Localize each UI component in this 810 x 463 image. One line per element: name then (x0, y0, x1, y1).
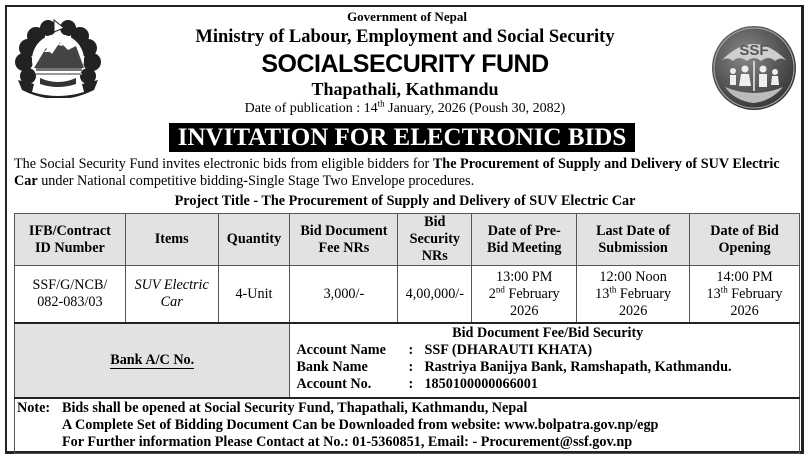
intro-text-1: The Social Security Fund invites electronic bids from eligible bidders for (14, 156, 433, 172)
notice-title: INVITATION FOR ELECTRONIC BIDS (169, 123, 635, 152)
svg-text:SSF: SSF (739, 42, 769, 59)
publication-date-sup: th (377, 98, 385, 109)
cell-doc-fee: 3,000/- (290, 266, 398, 324)
header-items: Items (125, 214, 218, 266)
organization-name: SOCIALSECURITY FUND (261, 50, 549, 78)
publication-date-suffix: January, 2026 (Poush 30, 2082) (384, 101, 566, 116)
cell-bid-security: 4,00,000/- (398, 266, 472, 324)
publication-date (0, 98, 810, 117)
cell-prebid-date: 13:00 PM 2nd February 2026 (472, 266, 577, 324)
bank-account-details (290, 323, 800, 398)
cell-quantity: 4-Unit (218, 266, 290, 324)
cell-ifb-id: SSF/G/NCB/ 082-083/03 (15, 266, 126, 324)
header-bid-security: Bid Security NRs (398, 214, 472, 266)
bank-details-title: Bid Document Fee/Bid Security (452, 325, 644, 341)
table-row (15, 266, 800, 324)
note-line-2: A Complete Set of Bidding Document Can be Downloaded from website: www.bolpatra.gov.np/egp (62, 417, 659, 433)
account-name-row: Account Name : SSF (DHARAUTI KHATA) (296, 342, 593, 358)
header-submission-date: Last Date of Submission (577, 214, 690, 266)
project-title: Project Title - The Procurement of Supply and Delivery of SUV Electric Car (174, 193, 636, 209)
note-line-1: Note: Bids shall be opened at Social Security Fund, Thapathali, Kathmandu, Nepal (17, 400, 528, 416)
header-ifb-id: IFB/Contract ID Number (15, 214, 126, 266)
header-prebid-date: Date of Pre- Bid Meeting (472, 214, 577, 266)
bank-name-row: Bank Name : Rastriya Banijya Bank, Ramshapath, Kathmandu. (296, 359, 732, 375)
header-opening-date: Date of Bid Opening (690, 214, 800, 266)
bank-row (15, 323, 800, 398)
note-line-3: For Further information Please Contact at No.: 01-5360851, Email: - Procurement@ssf.gov.np (62, 434, 633, 450)
cell-opening-date: 14:00 PM 13th February 2026 (690, 266, 800, 324)
government-line: Government of Nepal (347, 9, 467, 24)
header-quantity: Quantity (218, 214, 290, 266)
bank-account-label: Bank A/C No. (15, 323, 290, 398)
cell-items: SUV Electric Car (125, 266, 218, 324)
bids-table (14, 213, 800, 454)
intro-text-2: under National competitive bidding-Single Stage Two Envelope procedures. (37, 173, 475, 189)
ministry-line: Ministry of Labour, Employment and Social Security (195, 27, 615, 47)
account-number-row: Account No. : 1850100000066001 (296, 376, 538, 392)
cell-submission-date: 12:00 Noon 13th February 2026 (577, 266, 690, 324)
header-doc-fee: Bid Document Fee NRs (290, 214, 398, 266)
note-cell (15, 398, 800, 454)
intro-paragraph (14, 156, 804, 190)
publication-date-prefix: Date of publication : 14 (244, 101, 378, 116)
note-row (15, 398, 800, 454)
intro-procurement-name: The Procurement of Supply and Delivery of SUV Electric Car (14, 156, 780, 189)
location-line: Thapathali, Kathmandu (311, 79, 499, 99)
table-header-row (15, 214, 800, 266)
